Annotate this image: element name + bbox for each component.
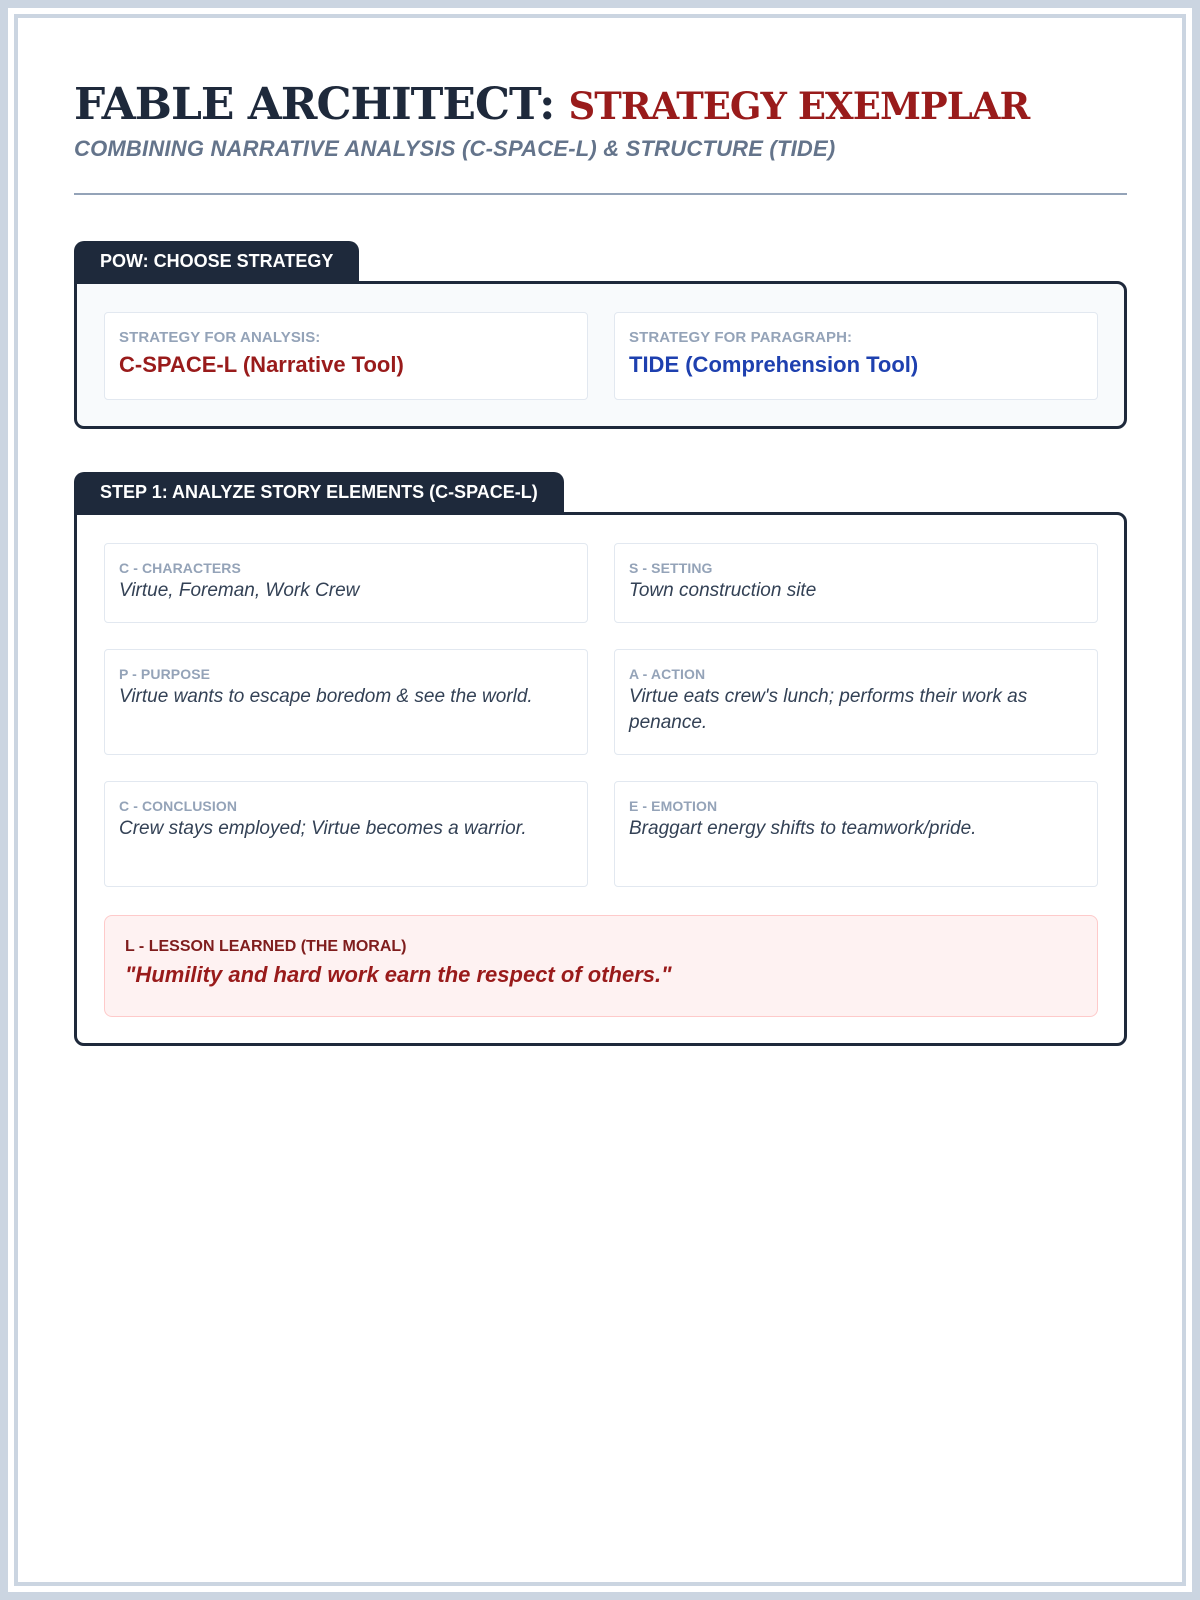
paragraph-strategy-label: STRATEGY FOR PARAGRAPH:: [629, 329, 853, 346]
conclusion-value: Crew stays employed; Virtue becomes a warrior.: [119, 818, 527, 839]
conclusion-label: C - CONCLUSION: [119, 798, 238, 814]
action-card: [614, 649, 1098, 755]
emotion-value: Braggart energy shifts to teamwork/pride.: [629, 818, 977, 839]
setting-card: [614, 543, 1098, 623]
page-title: [74, 78, 1029, 135]
title-main: FABLE ARCHITECT:: [74, 79, 555, 130]
action-value: Virtue eats crew's lunch; performs their work as penance.: [629, 686, 1028, 733]
lesson-label: L - LESSON LEARNED (THE MORAL): [125, 938, 407, 955]
setting-value: Town construction site: [629, 580, 817, 601]
paragraph-strategy-value: TIDE (Comprehension Tool): [629, 352, 919, 377]
pow-panel: [74, 281, 1127, 429]
purpose-label: P - PURPOSE: [119, 666, 211, 682]
conclusion-card: [104, 781, 588, 887]
page-subtitle: COMBINING NARRATIVE ANALYSIS (C-SPACE-L) & STRUCTURE (TIDE): [74, 136, 836, 161]
step1-panel: [74, 512, 1127, 1046]
analysis-strategy-value: C-SPACE-L (Narrative Tool): [119, 352, 404, 377]
pow-tab: POW: CHOOSE STRATEGY: [74, 241, 359, 283]
emotion-card: [614, 781, 1098, 887]
analysis-strategy-label: STRATEGY FOR ANALYSIS:: [119, 329, 321, 346]
characters-value: Virtue, Foreman, Work Crew: [119, 580, 360, 601]
title-accent: STRATEGY EXEMPLAR: [568, 84, 1030, 128]
lesson-card: [104, 915, 1098, 1017]
analysis-strategy-card: [104, 312, 588, 400]
action-label: A - ACTION: [629, 666, 706, 682]
setting-label: S - SETTING: [629, 560, 713, 576]
lesson-moral: "Humility and hard work earn the respect of others.": [125, 962, 672, 987]
step1-tab: STEP 1: ANALYZE STORY ELEMENTS (C-SPACE-L): [74, 472, 564, 514]
purpose-card: [104, 649, 588, 755]
emotion-label: E - EMOTION: [629, 798, 718, 814]
characters-label: C - CHARACTERS: [119, 560, 241, 576]
characters-card: [104, 543, 588, 623]
header-divider: [74, 193, 1127, 195]
purpose-value: Virtue wants to escape boredom & see the world.: [119, 686, 533, 707]
paragraph-strategy-card: [614, 312, 1098, 400]
